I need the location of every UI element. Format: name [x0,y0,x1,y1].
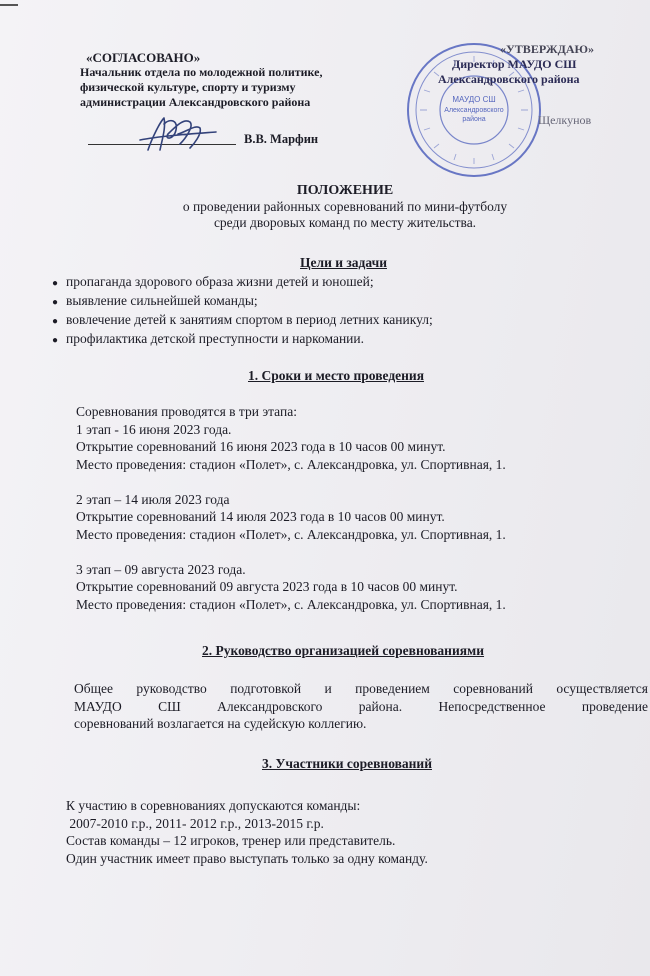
approval-right-line: Александровского района [438,72,580,86]
goals-heading-text: Цели и задачи [300,255,387,270]
approval-right-heading: «УТВЕРЖДАЮ» [500,42,595,56]
text-line: соревнований возлагается на судейскую коллегию. [74,716,367,731]
text-line: Один участник имеет право выступать только за одну команду. [66,850,428,866]
seal-text: МАУДО СШ [452,95,496,104]
list-item [52,292,612,311]
approval-left-heading: «СОГЛАСОВАНО» [86,50,201,65]
bullet-icon: ● [52,316,59,327]
section2-heading-text: 2. Руководство организацией соревнованиями [202,643,485,658]
blank-line [76,473,636,491]
approval-left-line: физической культуре, спорту и туризму [80,80,296,94]
document-title-block [150,183,540,231]
approval-right-block [430,42,650,128]
list-item [52,330,612,349]
bullet-icon: ● [52,297,59,308]
approval-left-line: администрации Александровского района [80,95,311,109]
approval-left-signer: В.В. Марфин [244,132,319,146]
list-item [52,311,612,330]
goals-heading [300,255,387,271]
document-subtitle-line: о проведении районных соревнований по мини-футболу [182,199,508,214]
list-item-text: пропаганда здорового образа жизни детей и юношей; [66,274,374,289]
text-line: Соревнования проводятся в три этапа: [76,404,297,419]
goals-list [52,273,612,349]
section3-heading [262,756,432,772]
section1-body [76,403,636,613]
list-item-text: профилактика детской преступности и наркомании. [66,331,365,346]
text-line: 2 этап – 14 июля 2023 года [76,491,230,507]
section3-body [66,797,636,867]
handwritten-signature [120,110,230,160]
bullet-icon: ● [52,278,59,289]
text-line: Общее руководство подготовкой и проведением соревнований осуществляется [74,681,648,696]
corner-mark [0,4,18,6]
text-line: 1 этап - 16 июня 2023 года. [76,421,232,437]
text-line: Состав команды – 12 игроков, тренер или представитель. [66,833,396,848]
document-title: ПОЛОЖЕНИЕ [296,183,394,198]
text-line: МАУДО СШ Александровского района. Непосредственное проведение [74,698,648,714]
approval-right-signer: Щелкунов [538,113,592,127]
bullet-icon: ● [52,335,59,346]
section2-heading [202,643,484,659]
text-line: Открытие соревнований 14 июля 2023 года в 10 часов 00 минут. [76,509,445,524]
list-item-text: выявление сильнейшей команды; [66,293,258,308]
text-line: К участию в соревнованиях допускаются команды: [66,798,361,813]
list-item-text: вовлечение детей к занятиям спортом в период летних каникул; [66,312,433,327]
seal-text: Александровского [444,107,504,114]
approval-left-line: Начальник отдела по молодежной политике, [80,65,323,79]
text-line: Место проведения: стадион «Полет», с. Александровка, ул. Спортивная, 1. [76,596,506,612]
text-line: Открытие соревнований 09 августа 2023 года в 10 часов 00 минут. [76,579,458,594]
seal-text: района [462,116,486,123]
text-line: Место проведения: стадион «Полет», с. Александровка, ул. Спортивная, 1. [76,456,506,472]
section3-heading-text: 3. Участники соревнований [262,756,432,771]
document-subtitle-line: среди дворовых команд по месту жительства. [213,215,477,230]
text-line: 3 этап – 09 августа 2023 года. [76,561,246,577]
text-line: 2007-2010 г.р., 2011- 2012 г.р., 2013-2015 г.р. [66,815,324,831]
text-line: Открытие соревнований 16 июня 2023 года в 10 часов 00 минут. [76,439,446,454]
section1-heading-text: 1. Сроки и место проведения [248,368,425,383]
section2-body [74,680,648,733]
blank-line [76,543,636,561]
text-line: Место проведения: стадион «Полет», с. Александровка, ул. Спортивная, 1. [76,526,506,542]
list-item [52,273,612,292]
section1-heading [248,368,424,384]
approval-right-line: Директор МАУДО СШ [452,57,577,71]
